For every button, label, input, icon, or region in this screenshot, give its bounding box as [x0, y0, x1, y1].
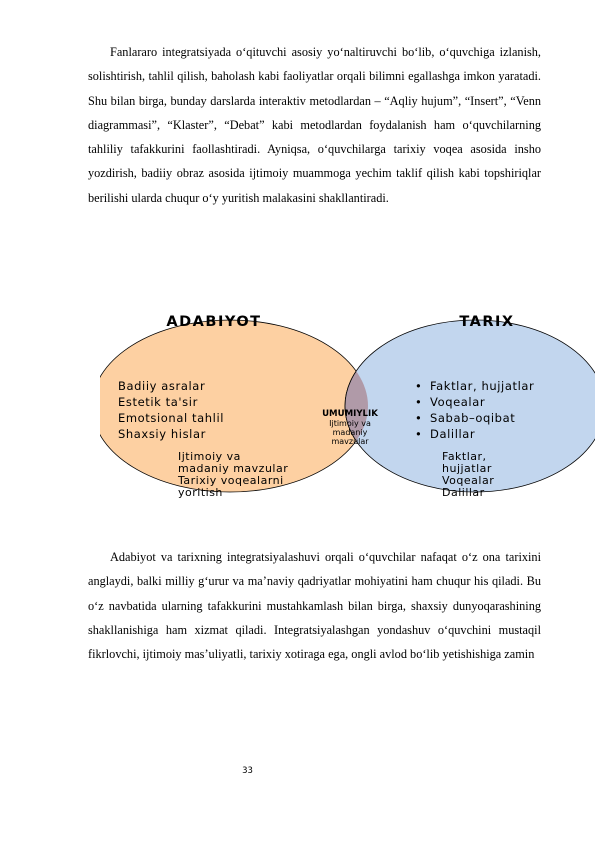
paragraph-conclusion: Adabiyot va tarixning integratsiyalashuvi orqali o‘quvchilar nafaqat o‘z ona tarixini anglaydi, balki milliy g‘urur va ma’naviy qadriyatlar mohiyatini ham chuqur his qiladi. Bu o‘z navbatida ularning tafakkurini mustahkamlash bilan birga, shaxsiy dunyoqarashining shakllanishiga ham xizmat qiladi. Integratsiyalashgan yondashuv o‘quvchini mustaqil fikrlovchi, ijtimoiy mas’uliyatli, tarixiy xotiraga ega, ongli avlod bo‘lib yetishishiga zamin — [88, 550, 541, 662]
center-title: UMUMIYLIK — [322, 409, 378, 419]
tarix-bottom-line: Voqealar — [442, 474, 495, 487]
center-line: Ijtimoiy va — [329, 419, 371, 428]
tarix-bottom-line: Faktlar, — [442, 450, 487, 463]
tarix-item: Faktlar, hujjatlar — [430, 379, 535, 393]
adabiyot-bottom-line: Tarixiy voqealarni — [178, 474, 284, 487]
tarix-item: Dalillar — [430, 427, 476, 441]
adabiyot-item: Emotsional tahlil — [118, 411, 225, 425]
bullet-icon: • — [415, 395, 423, 409]
tarix-item: Sabab–oqibat — [430, 411, 516, 425]
page-number: 33 — [242, 766, 253, 776]
paragraph-intro: Fanlararo integratsiyada o‘qituvchi asosiy yo‘naltiruvchi bo‘lib, o‘quvchiga izlanish, solishtirish, tahlil qilish, baholash kabi faoliyatlar orqali bilimni egallashga imkon yaratadi. Shu bilan birga, bunday darslarda interaktiv metodlardan – “Aqliy hujum”, “Insert”, “Venn diagrammasi”, “Klaster”, “Debat” kabi metodlardan foydalanish ham o‘quvchilarning tahliliy tafakkurini faollashtiradi. Ayniqsa, o‘quvchilarga tarixiy voqea asosida insho yozdirish, badiiy obraz asosida ijtimoiy muammoga yechim taklif qilish kabi topshiriqlar berilishi ularda chuqur o‘y yuritish malakasini shakllantiradi. — [88, 45, 541, 205]
venn-diagram — [100, 300, 595, 515]
adabiyot-item: Shaxsiy hislar — [118, 427, 206, 441]
bullet-icon: • — [415, 379, 423, 393]
tarix-title: TARIX — [459, 314, 515, 330]
adabiyot-item: Estetik ta'sir — [118, 395, 198, 409]
adabiyot-bottom-line: yoritish — [178, 486, 223, 499]
center-line: madaniy — [332, 428, 368, 437]
center-line: mavzular — [331, 437, 369, 446]
tarix-bottom-line: hujjatlar — [442, 462, 492, 475]
tarix-bottom-line: Dalillar — [442, 486, 485, 499]
adabiyot-bottom-line: Ijtimoiy va — [178, 450, 241, 463]
bullet-icon: • — [415, 411, 423, 425]
adabiyot-bottom-line: madaniy mavzular — [178, 462, 289, 475]
tarix-item: Voqealar — [430, 395, 486, 409]
bullet-icon: • — [415, 427, 423, 441]
adabiyot-title: ADABIYOT — [166, 314, 262, 330]
adabiyot-item: Badiiy asralar — [118, 379, 206, 393]
